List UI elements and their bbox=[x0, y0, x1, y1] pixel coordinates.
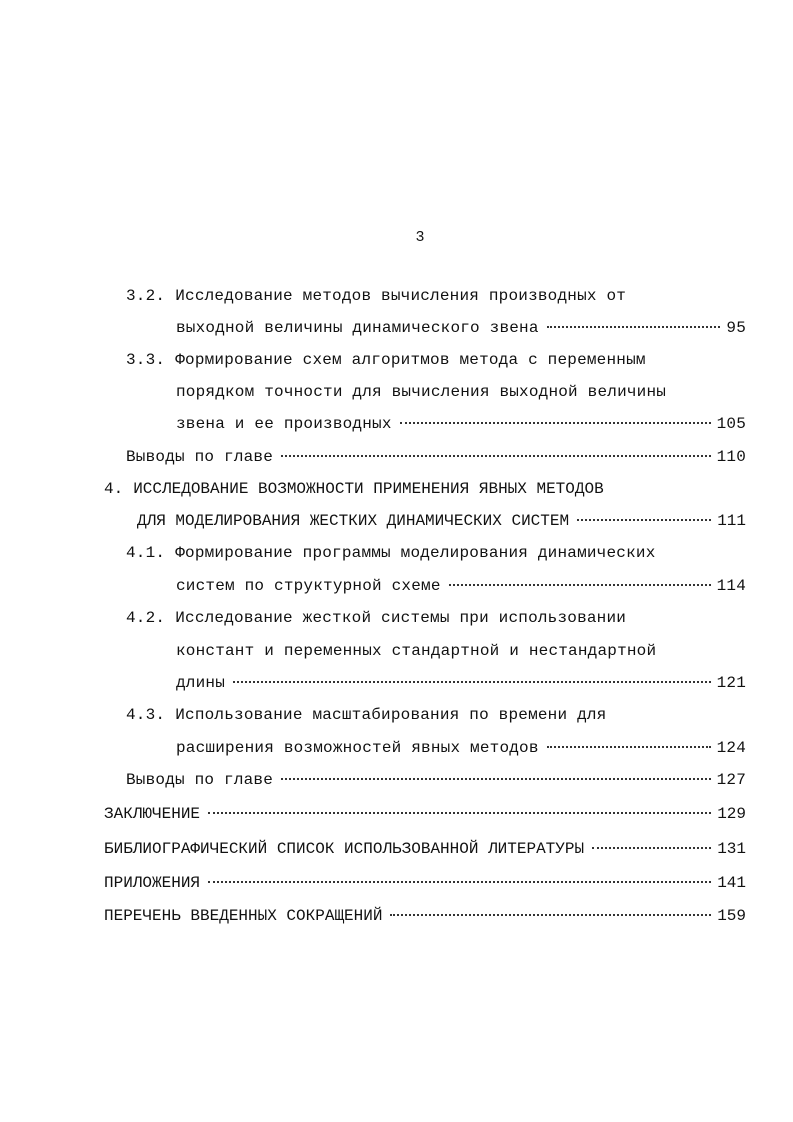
page-ref: 159 bbox=[717, 907, 746, 925]
section-title: Формирование схем алгоритмов метода с переменным bbox=[175, 351, 646, 369]
section-title: БИБЛИОГРАФИЧЕСКИЙ СПИСОК ИСПОЛЬЗОВАННОЙ ЛИТЕРАТУРЫ bbox=[104, 840, 585, 858]
dot-leader bbox=[233, 681, 711, 683]
dot-leader bbox=[547, 746, 711, 748]
section-title: Выводы по главе bbox=[126, 448, 274, 466]
toc-entry-4-1[interactable] bbox=[126, 541, 746, 565]
section-number: 3.2. bbox=[126, 287, 166, 305]
toc-entry-4-1-cont[interactable] bbox=[176, 574, 746, 598]
section-number: 3.3. bbox=[126, 351, 166, 369]
page-ref: 124 bbox=[716, 739, 746, 757]
toc-entry-conclusion[interactable] bbox=[104, 802, 746, 826]
section-title: ЗАКЛЮЧЕНИЕ bbox=[104, 805, 201, 823]
section-number: 4.3. bbox=[126, 706, 166, 724]
dot-leader bbox=[592, 847, 711, 849]
section-title: ИССЛЕДОВАНИЕ ВОЗМОЖНОСТИ ПРИМЕНЕНИЯ ЯВНЫХ МЕТОДОВ bbox=[133, 480, 604, 498]
section-title: Выводы по главе bbox=[126, 771, 274, 789]
section-title: порядком точности для вычисления выходной величины bbox=[176, 383, 667, 401]
section-title: выходной величины динамического звена bbox=[176, 319, 539, 337]
toc-entry-conclusions-4[interactable] bbox=[126, 768, 746, 792]
toc-entry-4-2-cont2[interactable] bbox=[176, 671, 746, 695]
page-ref: 111 bbox=[717, 512, 746, 530]
page-ref: 141 bbox=[717, 874, 746, 892]
dot-leader bbox=[390, 914, 711, 916]
dot-leader bbox=[400, 422, 711, 424]
page-ref: 121 bbox=[716, 674, 746, 692]
section-title: Исследование методов вычисления производных от bbox=[175, 287, 627, 305]
toc-entry-appendices[interactable] bbox=[104, 871, 746, 895]
section-title: звена и ее производных bbox=[176, 415, 392, 433]
dot-leader bbox=[449, 584, 711, 586]
toc-entry-abbreviations[interactable] bbox=[104, 904, 746, 928]
toc-entry-3-3[interactable] bbox=[126, 348, 746, 372]
page-ref: 105 bbox=[716, 415, 746, 433]
page-ref: 131 bbox=[717, 840, 746, 858]
page-ref: 95 bbox=[726, 319, 746, 337]
section-title: Использование масштабирования по времени для bbox=[175, 706, 607, 724]
dot-leader bbox=[208, 881, 711, 883]
toc-entry-4-2-cont bbox=[176, 639, 746, 663]
section-title: ПРИЛОЖЕНИЯ bbox=[104, 874, 201, 892]
toc-entry-3-3-cont bbox=[176, 380, 746, 404]
page-ref: 127 bbox=[716, 771, 746, 789]
page-number: 3 bbox=[415, 229, 425, 246]
page-ref: 114 bbox=[716, 577, 746, 595]
section-title: систем по структурной схеме bbox=[176, 577, 441, 595]
toc-entry-chapter-4[interactable] bbox=[104, 477, 746, 501]
toc-entry-conclusions-3[interactable] bbox=[126, 445, 746, 469]
toc-entry-4-3[interactable] bbox=[126, 703, 746, 727]
page-ref: 110 bbox=[716, 448, 746, 466]
page-ref: 129 bbox=[717, 805, 746, 823]
dot-leader bbox=[577, 519, 711, 521]
section-title: Формирование программы моделирования динамических bbox=[175, 544, 656, 562]
section-title: Исследование жесткой системы при использовании bbox=[175, 609, 627, 627]
toc-entry-3-2[interactable] bbox=[126, 284, 746, 308]
dot-leader bbox=[281, 455, 711, 457]
section-number: 4.2. bbox=[126, 609, 166, 627]
toc-entry-4-2[interactable] bbox=[126, 606, 746, 630]
section-number: 4.1. bbox=[126, 544, 166, 562]
dot-leader bbox=[281, 778, 711, 780]
section-title: длины bbox=[176, 674, 226, 692]
section-title: ПЕРЕЧЕНЬ ВВЕДЕННЫХ СОКРАЩЕНИЙ bbox=[104, 907, 383, 925]
section-title: констант и переменных стандартной и нестандартной bbox=[176, 642, 657, 660]
section-title: ДЛЯ МОДЕЛИРОВАНИЯ ЖЕСТКИХ ДИНАМИЧЕСКИХ СИСТЕМ bbox=[137, 512, 570, 530]
toc-entry-bibliography[interactable] bbox=[104, 837, 746, 861]
section-title: расширения возможностей явных методов bbox=[176, 739, 539, 757]
dot-leader bbox=[208, 812, 711, 814]
section-number: 4. bbox=[104, 480, 124, 498]
toc-entry-3-3-cont2[interactable] bbox=[176, 412, 746, 436]
toc-entry-chapter-4-cont[interactable] bbox=[137, 509, 746, 533]
toc-entry-3-2-cont[interactable] bbox=[176, 316, 746, 340]
dot-leader bbox=[547, 326, 721, 328]
toc-entry-4-3-cont[interactable] bbox=[176, 736, 746, 760]
